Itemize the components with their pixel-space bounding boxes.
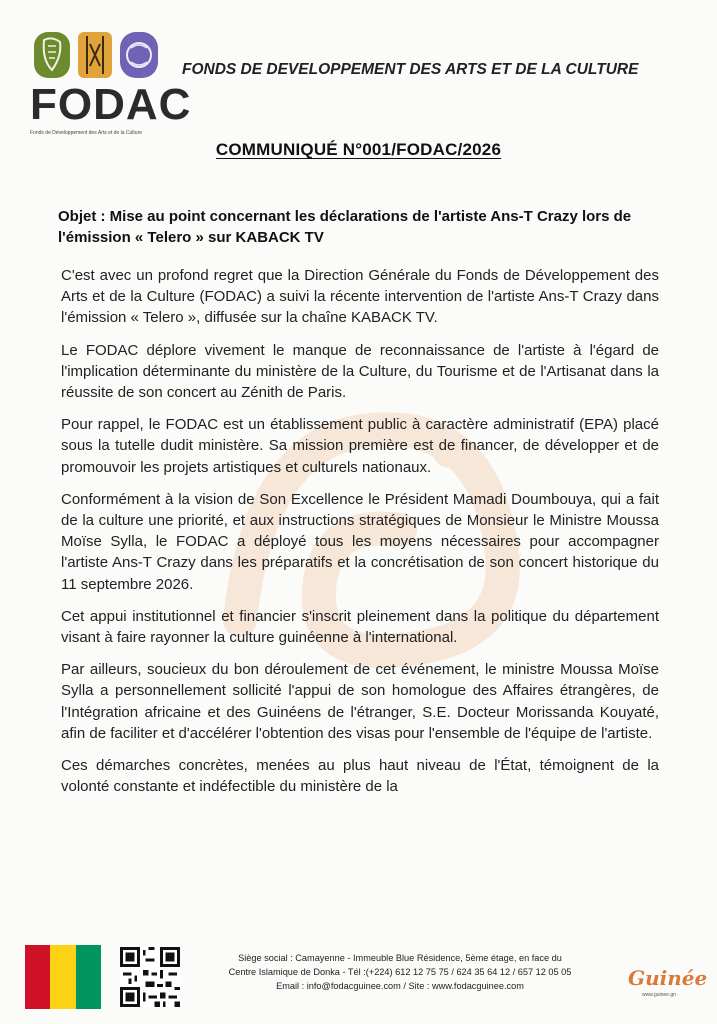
logo-mask-icons [32,30,162,80]
organization-name: FONDS DE DEVELOPPEMENT DES ARTS ET DE LA CULTURE [182,61,639,78]
footer-contact: Email : info@fodacguinee.com / Site : www.fodacguinee.com [276,981,524,991]
paragraph: Par ailleurs, soucieux du bon déroulement de cet événement, le ministre Moussa Moïse Sylla a personnellement sollicité l'appui de son homologue des Affaires étrangères, de l'Intégration africaine et des Guinéens de l'étranger, S.E. Docteur Morissanda Kouyaté, afin de faciliter et d'accélérer l'obtention des visas pour l'ensemble de l'équipe de l'artiste. [61,661,659,742]
qr-code [120,947,180,1007]
communique-title-text: COMMUNIQUÉ N°001/FODAC/2026 [215,140,502,159]
flag-green-band [76,945,101,1009]
communique-title [0,140,717,160]
subject-line: Objet : Mise au point concernant les déclarations de l'artiste Ans-T Crazy lors de l'émission « Telero » sur KABACK TV [58,208,632,246]
flag-red-band [25,945,50,1009]
footer-line: Centre Islamique de Donka - Tél :(+224) 612 12 75 75 / 624 35 64 12 / 657 12 05 05 [228,967,572,977]
body-text [61,265,659,808]
logo-subtitle: Fonds de Développement des Arts et de la Culture [30,130,143,136]
paragraph: Ces démarches concrètes, menées au plus haut niveau de l'État, témoignent de la volonté constante et indéfectible du ministère de la [61,757,659,796]
footer-address [190,951,610,993]
fodac-logo [30,30,192,136]
footer-line: Siège social : Camayenne - Immeuble Blue Résidence, 5ème étage, en face du [238,953,562,963]
paragraph: Conformément à la vision de Son Excellence le Président Mamadi Doumbouya, qui a fait de la culture une priorité, et aux instructions stratégiques de Monsieur le Ministre Moussa Moïse Sylla, le FODAC a déployé tous les moyens nécessaires pour accompagner l'artiste Ans-T Crazy dans les préparatifs et la concrétisation de son concert historique du 11 septembre 2026. [61,490,659,593]
paragraph: C'est avec un profond regret que la Direction Générale du Fonds de Développement des Arts et de la Culture (FODAC) a suivi la récente intervention de l'artiste Ans-T Crazy dans l'émission « Telero », diffusée sur la chaîne KABACK TV. [61,267,659,327]
flag-yellow-band [50,945,75,1009]
paragraph: Cet appui institutionnel et financier s'inscrit pleinement dans la politique du département visant à faire rayonner la culture guinéenne à l'international. [61,607,659,647]
guinee-brand-logo [620,960,708,1010]
guinee-brand-url: www.guinee.gn [642,992,676,998]
paragraph: Pour rappel, le FODAC est un établissement public à caractère administratif (EPA) placé sous la tutelle dudit ministère. Sa mission première est de financer, de développer et de promouvoir les projets artistiques et culturels nationaux. [61,416,659,476]
guinea-flag [25,945,101,1009]
paragraph: Le FODAC déplore vivement le manque de reconnaissance de l'artiste à l'égard de l'implication déterminante du ministère de la Culture, du Tourisme et de l'Artisanat dans la réussite de son concert au Zénith de Paris. [61,341,659,402]
guinee-brand-text: Guinée [628,966,708,990]
logo-wordmark: FODAC [30,80,192,129]
